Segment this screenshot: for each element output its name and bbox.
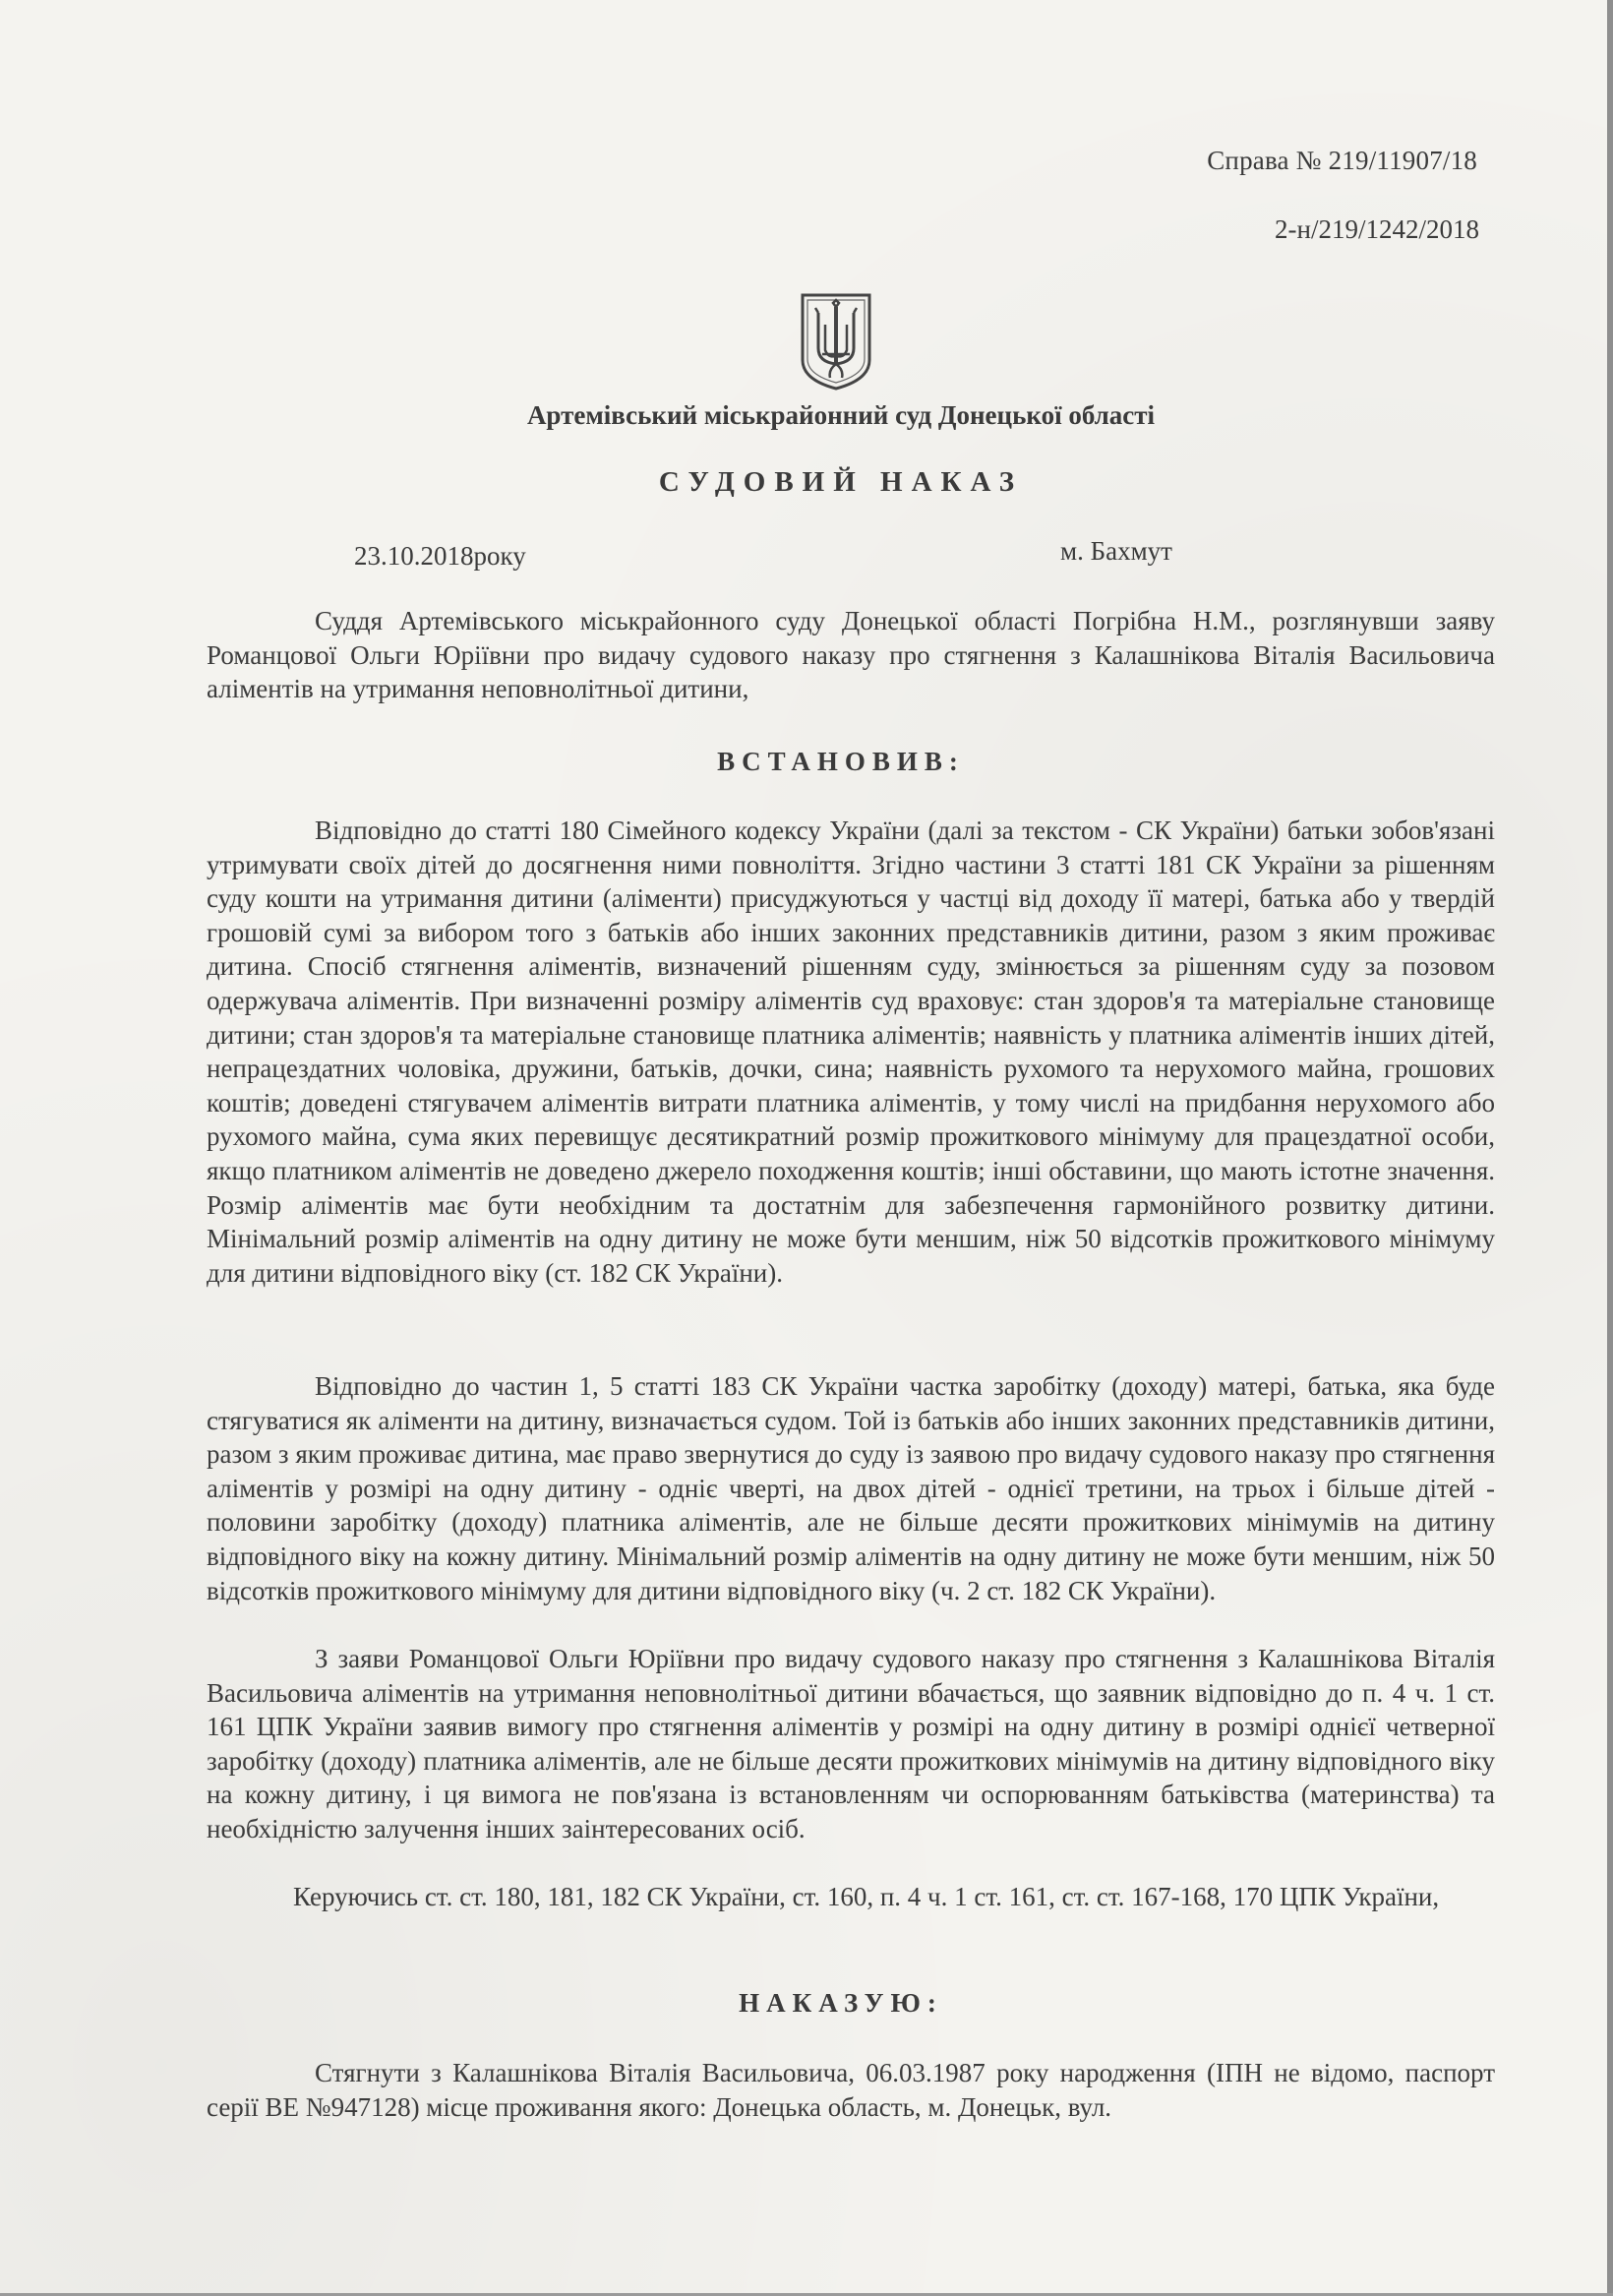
- established-heading: ВСТАНОВИВ:: [717, 747, 965, 776]
- coat-of-arms-icon: [799, 291, 873, 392]
- proceeding-number: 2-н/219/1242/2018: [1275, 214, 1479, 244]
- intro-paragraph: Суддя Артемівського міськрайонного суду Донецької області Погрібна Н.М., розглянувши заяву Романцової Ольги Юріївни про видачу судового наказу про стягнення з Калашнікова Віталія Васильовича аліментів на утримання неповнолітньої дитини,: [207, 606, 1495, 704]
- case-number: Справа № 219/11907/18: [1207, 146, 1477, 175]
- document-date: 23.10.2018року: [354, 541, 526, 571]
- court-name: Артемівський міськрайонний суд Донецької області: [526, 400, 1156, 430]
- established-paragraph-3: З заяви Романцової Ольги Юріївни про видачу судового наказу про стягнення з Калашнікова Віталія Васильовича аліментів на утримання неповнолітньої дитини вбачається, що заявник відповідно до п. 4 ч. 1 ст. 161 ЦПК України заявив вимогу про стягнення аліментів у розмірі на одну дитину в розмірі однієї четверної заробітку (доходу) платника аліментів, але не більше десяти прожиткових мінімумів на дитину відповідного віку на кожну дитину, і ця вимога не пов'язана із встановленням чи оспорюванням батьківства (материнства) та необхідністю залучення інших заінтересованих осіб.: [207, 1644, 1495, 1843]
- scan-edge-right: [1607, 0, 1613, 2296]
- order-paragraph: Стягнути з Калашнікова Віталія Васильовича, 06.03.1987 року народження (ІПН не відомо, паспорт серії ВЕ №947128) місце проживання якого: Донецька область, м. Донецьк, вул.: [207, 2058, 1495, 2122]
- order-heading: НАКАЗУЮ:: [739, 1988, 943, 2018]
- established-paragraph-2: Відповідно до частин 1, 5 статті 183 СК України частка заробітку (доходу) матері, батька, яка буде стягуватися як аліменти на дитину, визначається судом. Той із батьків або інших законних представників дитини, разом з яким проживає дитина, має право звернутися до суду із заявою про видачу судового наказу про стягнення аліментів у розмірі на одну дитину - одніє чверті, на двох дітей - однієї третини, на трьох і більше дітей - половини заробітку (доходу) платника аліментів, але не більше десяти прожиткових мінімумів на дитину відповідного віку на кожну дитину. Мінімальний розмір аліментів на одну дитину не може бути меншим, ніж 50 відсотків прожиткового мінімуму для дитини відповідного віку (ч. 2 ст. 182 СК України).: [207, 1371, 1495, 1605]
- document-title: СУДОВИЙ НАКАЗ: [658, 466, 1024, 498]
- established-paragraph-4: Керуючись ст. ст. 180, 181, 182 СК України, ст. 160, п. 4 ч. 1 ст. 161, ст. ст. 167-168, 170 ЦПК України,: [293, 1882, 1440, 1911]
- established-paragraph-1: Відповідно до статті 180 Сімейного кодексу України (далі за текстом - СК України) батьки зобов'язані утримувати своїх дітей до досягнення ними повноліття. Згідно частини 3 статті 181 СК України за рішенням суду кошти на утримання дитини (аліменти) присуджуються у частці від доходу її матері, батька або у твердій грошовій сумі за вибором того з батьків або інших законних представників дитини, разом з яким проживає дитина. Спосіб стягнення аліментів, визначений рішенням суду, змінюється за рішенням суду за позовом одержувача аліментів. При визначенні розміру аліментів суд враховує: стан здоров'я та матеріальне становище дитини; стан здоров'я та матеріальне становище платника аліментів; наявність у платника аліментів інших дітей, непрацездатних чоловіка, дружини, батьків, дочки, сина; наявність рухомого та нерухомого майна, грошових коштів; доведені стягувачем аліментів витрати платника аліментів, у тому числі на придбання нерухомого або рухомого майна, сума яких перевищує десятикратний розмір прожиткового мінімуму для працездатної особи, якщо платником аліментів не доведено джерело походження коштів; інші обставини, що мають істотне значення. Розмір аліментів має бути необхідним та достатнім для забезпечення гармонійного розвитку дитини. Мінімальний розмір аліментів на одну дитину не може бути меншим, ніж 50 відсотків прожиткового мінімуму для дитини відповідного віку (ст. 182 СК України).: [207, 816, 1495, 1288]
- document-place: м. Бахмут: [1060, 536, 1172, 566]
